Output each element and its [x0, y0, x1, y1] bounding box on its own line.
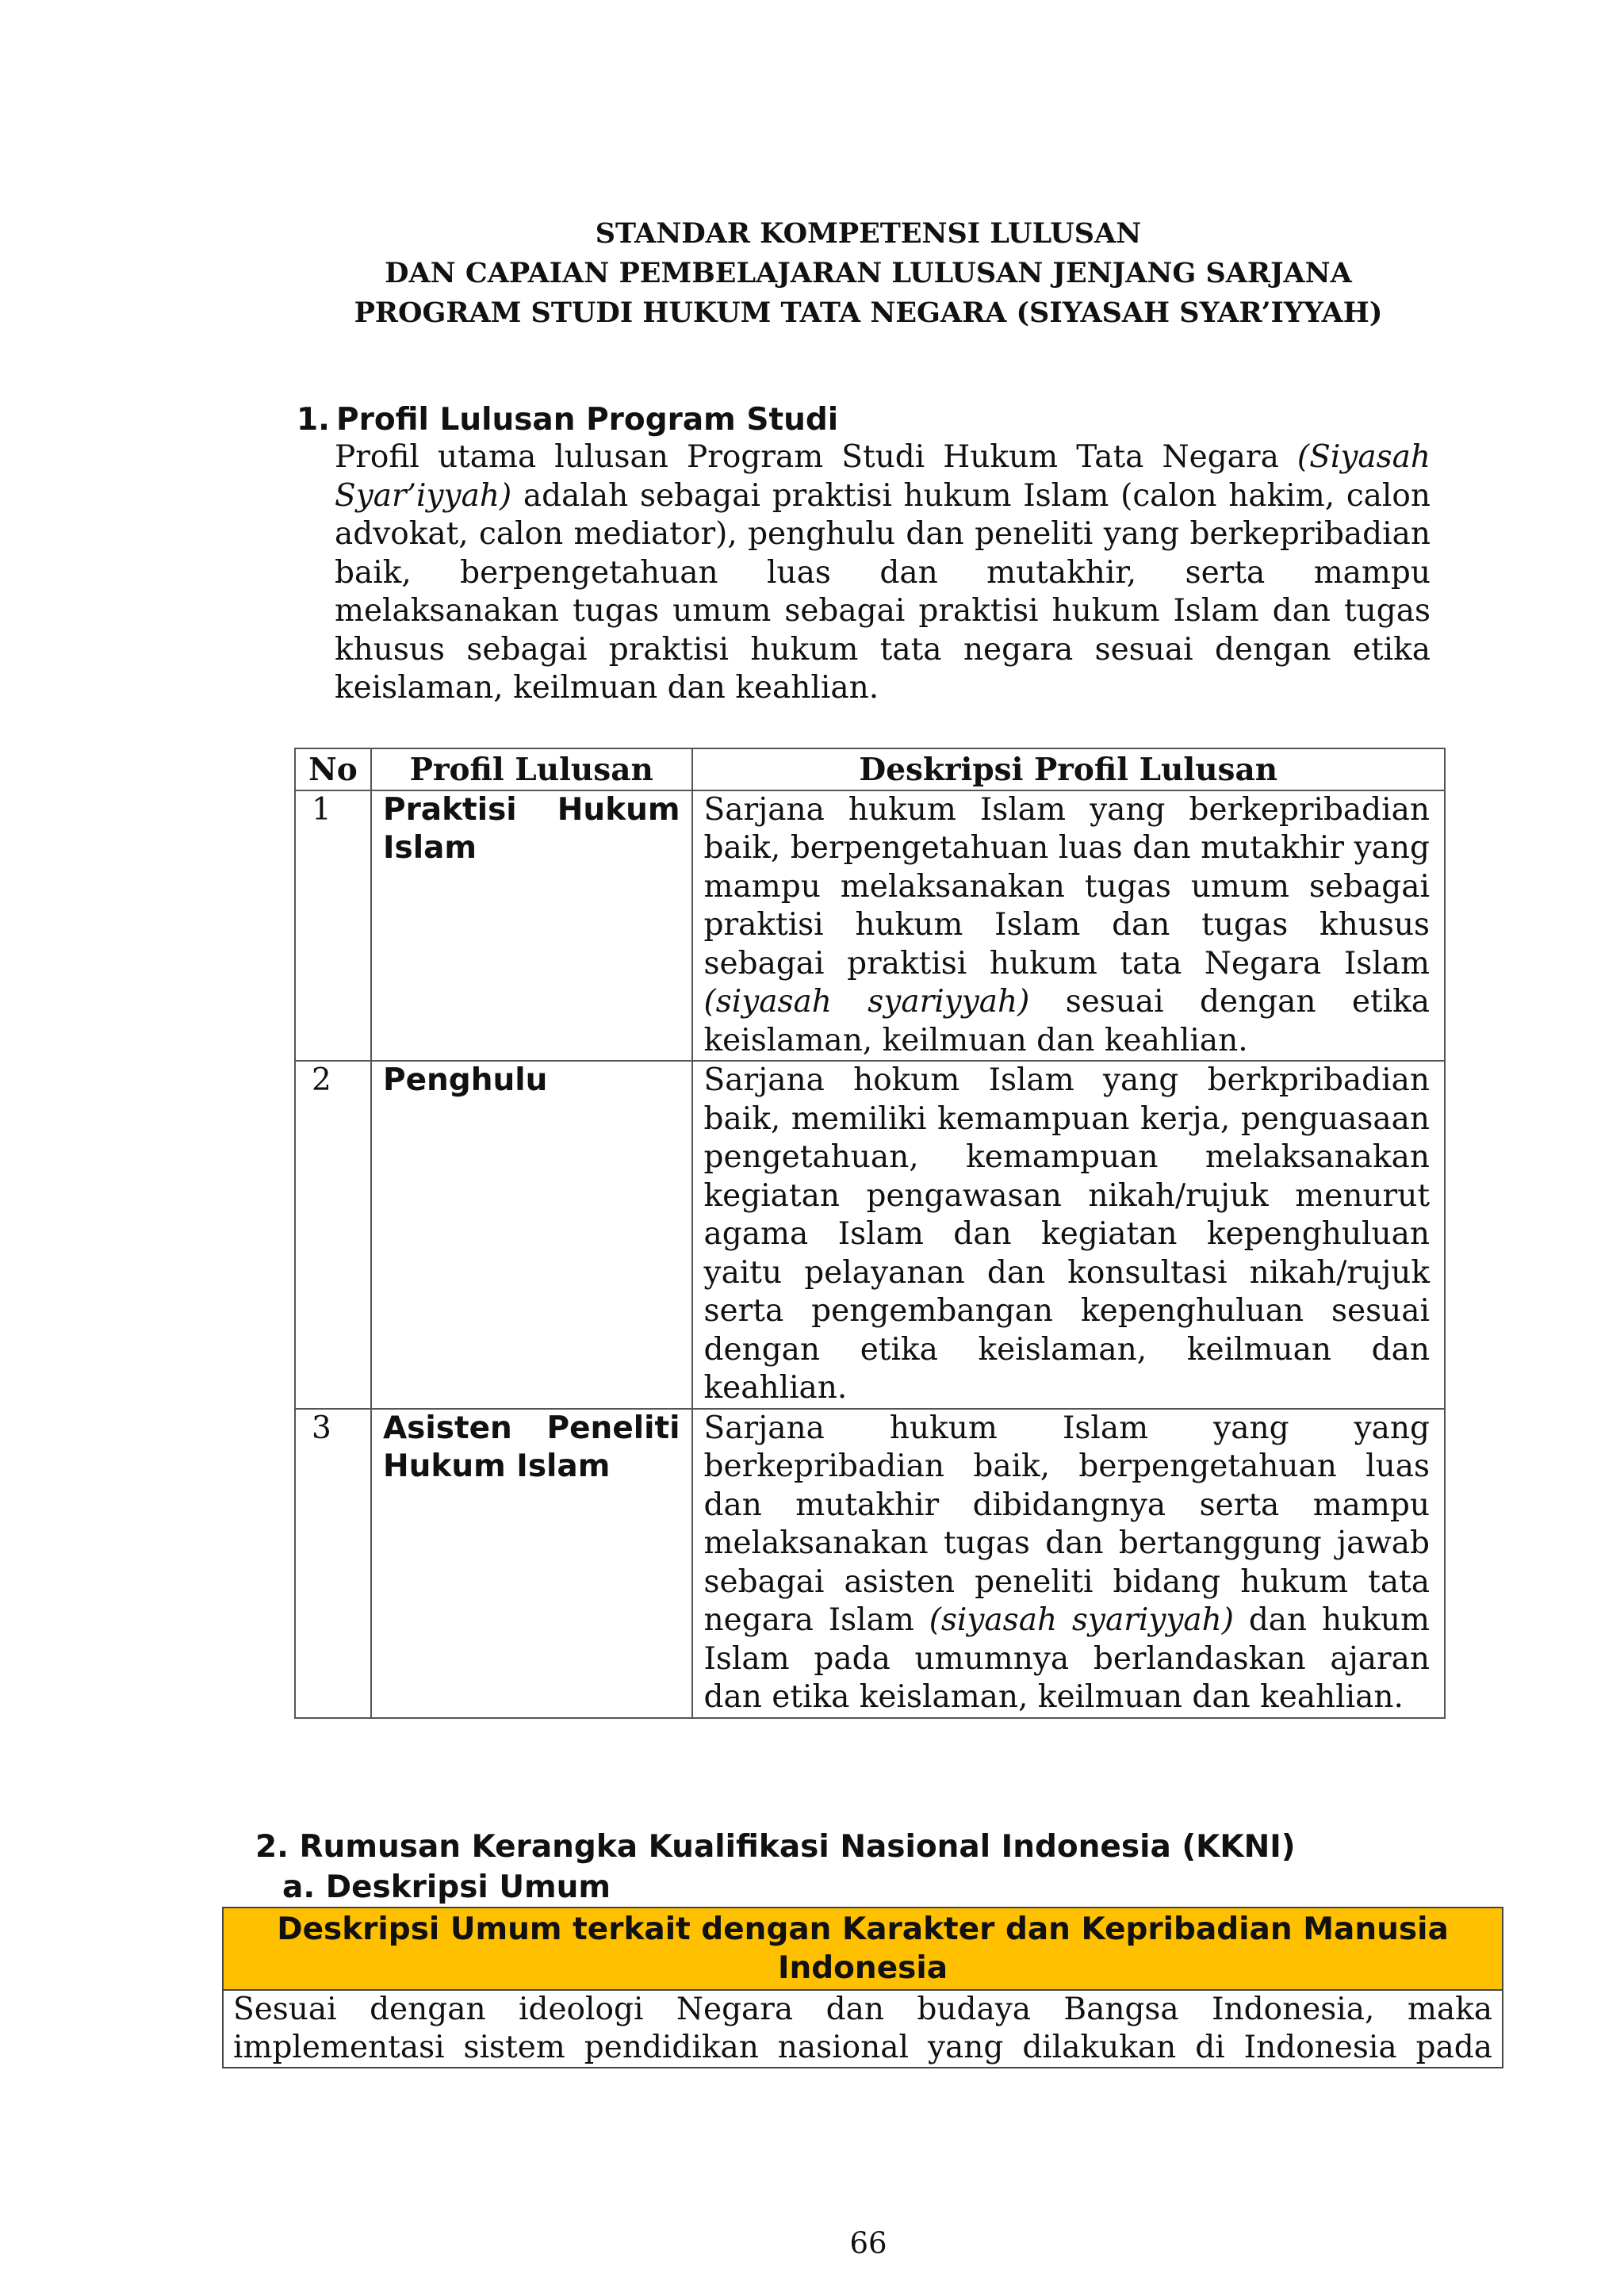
title-line-2: DAN CAPAIAN PEMBELAJARAN LULUSAN JENJANG SARJANA: [385, 257, 1352, 289]
box-text-line-1: Sesuai dengan ideologi Negara dan budaya Bangsa Indonesia, maka: [233, 1992, 1492, 2027]
desc-italic-term: (siyasah syariyyah): [929, 1602, 1234, 1638]
section-1-title: Profil Lulusan Program Studi: [336, 402, 839, 438]
deskripsi-umum-box: [222, 1907, 1503, 2068]
header-no: No: [295, 748, 371, 790]
paragraph-italic-term: (Siyasah Syar’iyyah): [335, 439, 1431, 514]
document-title: [0, 214, 1624, 333]
header-profil: Profil Lulusan: [371, 748, 692, 790]
section-2-heading: 2. Rumusan Kerangka Kualifikasi Nasional Indonesia (KKNI): [255, 1829, 1296, 1865]
row-no: 3: [295, 1409, 371, 1718]
table-row: [295, 1061, 1445, 1409]
row-profil: Asisten Peneliti Hukum Islam: [371, 1409, 692, 1718]
desc-text-cont: sesuai dengan etika keislaman, keilmuan dan keahlian.: [703, 984, 1430, 1058]
desc-text: Sarjana hukum Islam yang yang berkepribadian baik, berpengetahuan luas dan mutakhir dibidangnya serta mampu melaksanakan tugas dan bertanggung jawab sebagai asisten peneliti bidang hukum tata negara Islam: [703, 1410, 1430, 1638]
box-header-line-2: Indonesia: [777, 1950, 948, 1986]
paragraph-text: Profil utama lulusan Program Studi Hukum Tata Negara: [335, 439, 1297, 475]
title-line-1: STANDAR KOMPETENSI LULUSAN: [595, 217, 1142, 250]
desc-text: Sarjana hukum Islam yang berkepribadian baik, berpengetahuan luas dan mutakhir yang mampu melaksanakan tugas umum sebagai praktisi hukum Islam dan tugas khusus sebagai praktisi hukum tata Negara Islam: [703, 791, 1430, 982]
title-line-3: PROGRAM STUDI HUKUM TATA NEGARA (SIYASAH SYAR’IYYAH): [354, 297, 1383, 329]
row-deskripsi: Sarjana hokum Islam yang berkpribadian baik, memiliki kemampuan kerja, penguasaan pengetahuan, kemampuan melaksanakan kegiatan pengawasan nikah/rujuk menurut agama Islam dan kegiatan kepenghuluan yaitu pelayanan dan konsultasi nikah/rujuk serta pengembangan kepenghuluan sesuai dengan etika keislaman, keilmuan dan keahlian.: [692, 1061, 1445, 1409]
desc-text-cont: dan hukum Islam pada umumnya berlandaskan ajaran dan etika keislaman, keilmuan dan keahlian.: [703, 1602, 1430, 1715]
section-1-paragraph: [335, 438, 1431, 708]
section-2a-subheading: a. Deskripsi Umum: [282, 1869, 611, 1905]
row-no: 2: [295, 1061, 371, 1409]
profil-lulusan-table: [294, 748, 1446, 1719]
row-profil: Penghulu: [371, 1061, 692, 1409]
row-no: 1: [295, 790, 371, 1062]
page-number: 66: [849, 2226, 887, 2260]
desc-italic-term: (siyasah syariyyah): [703, 984, 1030, 1020]
row-deskripsi: [692, 1409, 1445, 1718]
deskripsi-umum-body: [224, 1991, 1502, 2067]
table-header-row: [295, 748, 1445, 790]
header-deskripsi: Deskripsi Profil Lulusan: [692, 748, 1445, 790]
row-deskripsi: [692, 790, 1445, 1062]
paragraph-text-cont: adalah sebagai praktisi hukum Islam (calon hakim, calon advokat, calon mediator), penghulu dan peneliti yang berkepribadian baik, berpengetahuan luas dan mutakhir, serta mampu melaksanakan tugas umum sebagai praktisi hukum Islam dan tugas khusus sebagai praktisi hukum tata negara sesuai dengan etika keislaman, keilmuan dan keahlian.: [335, 477, 1431, 706]
deskripsi-umum-header: [224, 1908, 1502, 1991]
box-header-line-1: Deskripsi Umum terkait dengan Karakter dan Kepribadian Manusia: [277, 1911, 1449, 1947]
table-row: [295, 790, 1445, 1062]
table-row: [295, 1409, 1445, 1718]
box-text-line-2: implementasi sistem pendidikan nasional yang dilakukan di Indonesia pada: [233, 2030, 1492, 2065]
row-profil: Praktisi Hukum Islam: [371, 790, 692, 1062]
section-1-heading: [297, 400, 838, 440]
section-1-number: 1.: [297, 402, 330, 438]
